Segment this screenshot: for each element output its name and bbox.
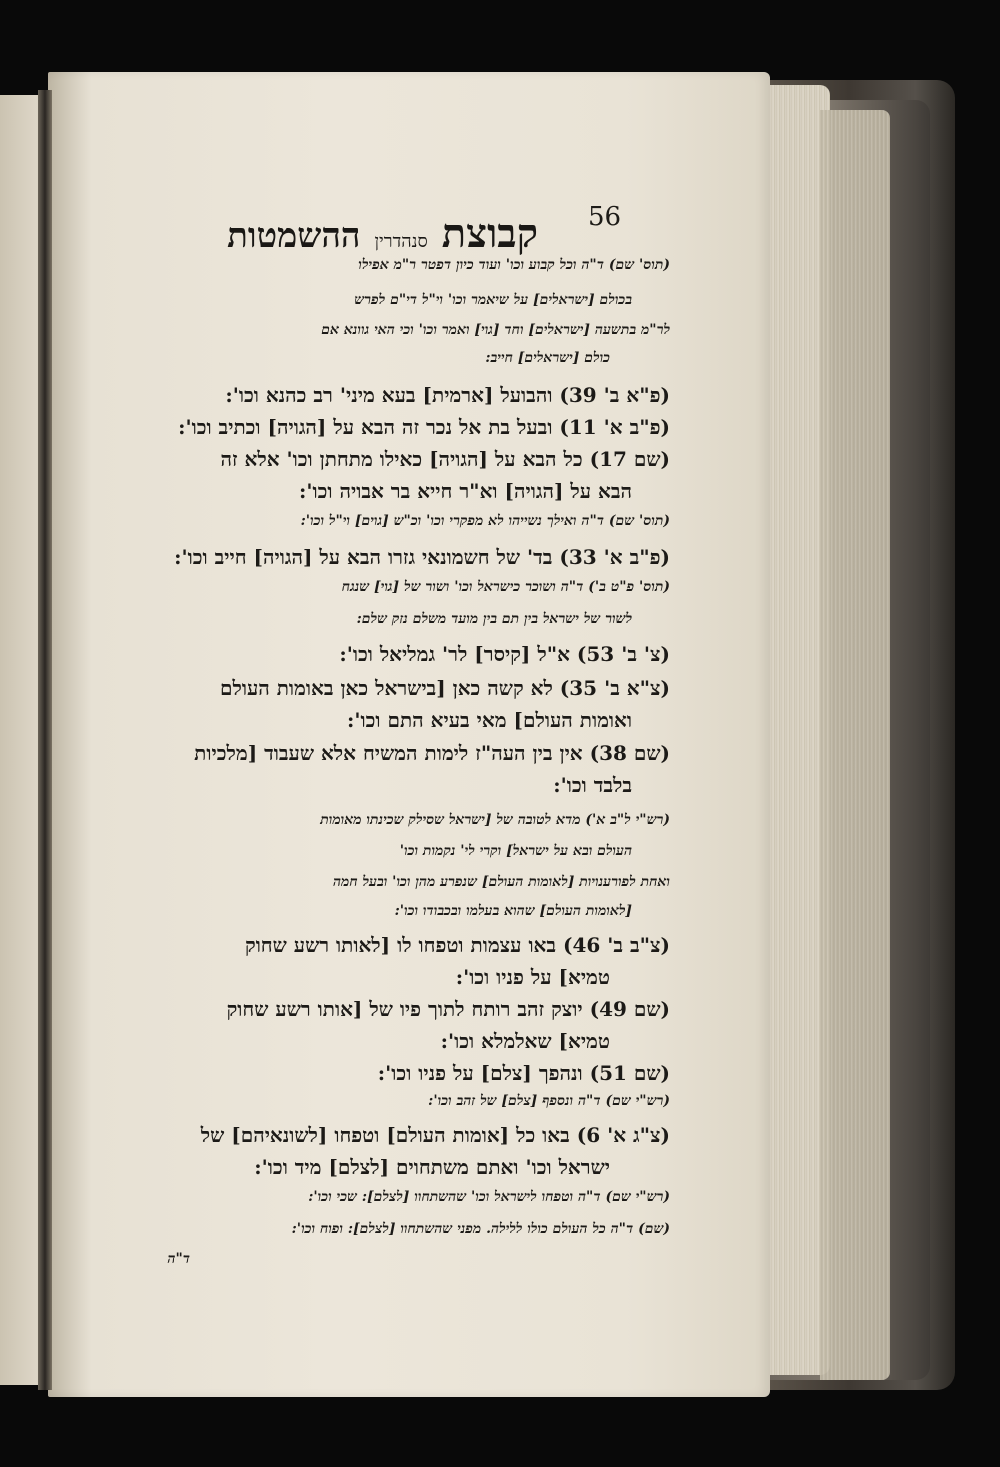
text-line: לשור של ישראל בין תם בין מועד משלם נזק שלם: <box>356 611 632 627</box>
text-line: ואחת לפורענויות [לאומות העולם] שנפרע מהן וכו' ובעל חמה <box>332 874 670 890</box>
page-number: 56 <box>588 202 622 232</box>
text-line: (שם 38) אין בין העה"ז לימות המשיח אלא שעבוד [מלכיות <box>194 741 670 765</box>
text-line: הבא על [הגויה] וא"ר חייא בר אבויה וכו': <box>299 479 632 503</box>
text-line: טמיא] שאלמלא וכו': <box>440 1029 610 1053</box>
text-line: (צ' ב' 53) א"ל [קיסר] לר' גמליאל וכו': <box>339 642 670 666</box>
text-line: (פ"ב א' 11) ובעל בת אל נכר זה הבא על [הגויה] וכתיב וכו': <box>178 415 670 439</box>
page-text-block <box>70 195 670 1285</box>
text-line: ואומות העולם] מאי בעיא התם וכו': <box>347 708 632 732</box>
text-line: ד"ה <box>167 1251 190 1267</box>
text-line: (שם 51) ונהפך [צלם] על פניו וכו': <box>377 1061 670 1085</box>
text-line: (שם) ד"ה כל העולם כולו ללילה. מפני שהשתחוו [לצלם]: ופוח וכו': <box>291 1221 670 1237</box>
text-line: (תוס' שם) ד"ה וכל קבוע וכו' ועוד כיון דפטר ר"מ אפילו <box>358 257 670 273</box>
text-line: (שם 17) כל הבא על [הגויה] כאילו מתחתן וכו' אלא זה <box>220 447 670 471</box>
text-line: לר"מ בתשעה [ישראלים] וחד [גוי] ואמר וכו' וכי האי גוונא אם <box>321 322 670 338</box>
page-edges-back <box>820 110 890 1380</box>
book-gutter <box>38 90 52 1390</box>
text-line: (שם 49) יוצק זהב רותח לתוך פיו של [אותו רשע שחוק <box>226 997 670 1021</box>
text-line: העולם ובא על ישראל] וקרי לי' נקמות וכו' <box>399 843 632 859</box>
running-head-word-3: ההשמטות <box>227 216 361 256</box>
text-line: (רש"י שם) ד"ה וטפחו לישראל וכו' שהשתחוו [לצלם]: שכי וכו': <box>308 1189 670 1205</box>
text-line: (צ"ב ב' 46) באו עצמות וטפחו לו [לאותו רשע שחוק <box>244 933 670 957</box>
text-line: (פ"ב א' 33) בד' של חשמונאי גזרו הבא על [הגויה] חייב וכו': <box>174 545 670 569</box>
text-line: ישראל וכו' ואתם משתחוים [לצלם] מיד וכו': <box>254 1155 610 1179</box>
text-line: כולם [ישראלים] חייב: <box>485 350 610 366</box>
running-head-word-1: קבוצת <box>441 210 538 257</box>
text-line: (צ"א ב' 35) לא קשה כאן [בישראל כאן באומות העולם <box>219 676 670 700</box>
text-line: בלבד וכו': <box>553 773 632 797</box>
text-line: (צ"ג א' 6) באו כל [אומות העולם] וטפחו [לשונאיהם] של <box>200 1123 670 1147</box>
text-line: [לאומות העולם] שהוא בעלמו ובכבודו וכו': <box>394 903 632 919</box>
text-line: (רש"י שם) ד"ה ונספף [צלם] של זהב וכו': <box>428 1093 670 1109</box>
running-head-word-2: סנהדרין <box>374 231 428 252</box>
text-line: טמיא] על פניו וכו': <box>455 965 610 989</box>
text-line: (פ"א ב' 39) והבועל [ארמית] בעא מיני' רב כהנא וכו': <box>225 383 670 407</box>
text-line: (תוס' שם) ד"ה ואילך נשייהו לא מפקרי וכו' וכ"ש [גוים] וי"ל וכו': <box>300 513 670 529</box>
text-line: (תוס' פ"ט ב') ד"ה ושוכר כישראל וכו' ושור של [גוי] שנגח <box>341 579 670 595</box>
text-line: (רש"י ל"ב א') מדא לטובה של [ישראל שסילק שכינתו מאומות <box>320 812 670 828</box>
text-line: בכולם [ישראלים] על שיאמר וכו' וי"ל די"ם לפרש <box>354 292 632 308</box>
